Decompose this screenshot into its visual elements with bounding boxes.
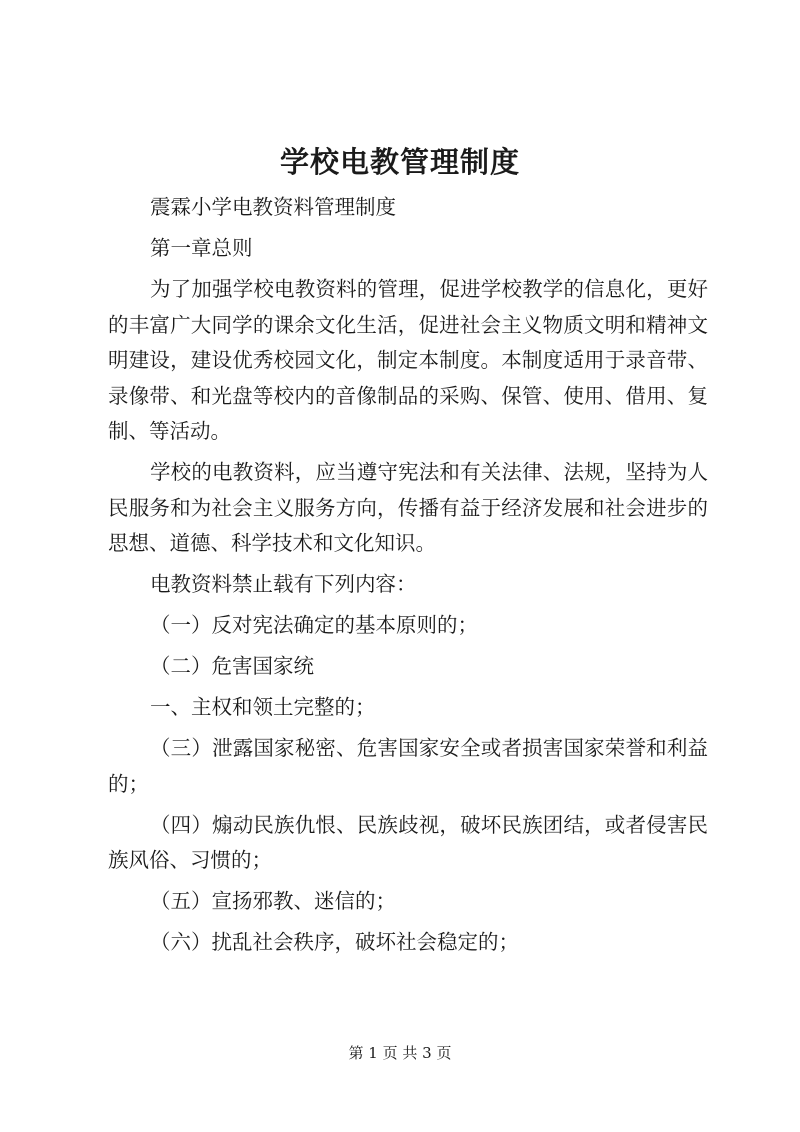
- list-item: （六）扰乱社会秩序，破坏社会稳定的；: [150, 930, 519, 954]
- page-footer: 第 1 页 共 3 页: [348, 1044, 452, 1062]
- document-title: 学校电教管理制度: [279, 145, 520, 179]
- subtitle-paragraph: 震霖小学电教资料管理制度: [150, 195, 396, 219]
- chapter-heading: 第一章总则: [150, 236, 253, 260]
- body-paragraph: 电教资料禁止载有下列内容：: [150, 572, 417, 596]
- document-body: [108, 190, 708, 966]
- list-item: （二）危害国家统: [150, 654, 314, 678]
- list-item: 一、主权和领土完整的；: [150, 695, 376, 719]
- list-item: （四）煽动民族仇恨、民族歧视，破坏民族团结，或者侵害民族风俗、习惯的；: [108, 812, 708, 872]
- body-paragraph: 学校的电教资料，应当遵守宪法和有关法律、法规，坚持为人民服务和为社会主义服务方向，传播有益于经济发展和社会进步的思想、道德、科学技术和文化知识。: [108, 460, 708, 555]
- list-item: （三）泄露国家秘密、危害国家安全或者损害国家荣誉和利益的；: [108, 736, 708, 796]
- list-item: （五）宣扬邪教、迷信的；: [150, 889, 396, 913]
- body-paragraph: 为了加强学校电教资料的管理，促进学校教学的信息化，更好的丰富广大同学的课余文化生活，促进社会主义物质文明和精神文明建设，建设优秀校园文化，制定本制度。本制度适用于录音带、录像带、和光盘等校内的音像制品的采购、保管、使用、借用、复制、等活动。: [108, 277, 708, 443]
- list-item: （一）反对宪法确定的基本原则的；: [150, 613, 478, 637]
